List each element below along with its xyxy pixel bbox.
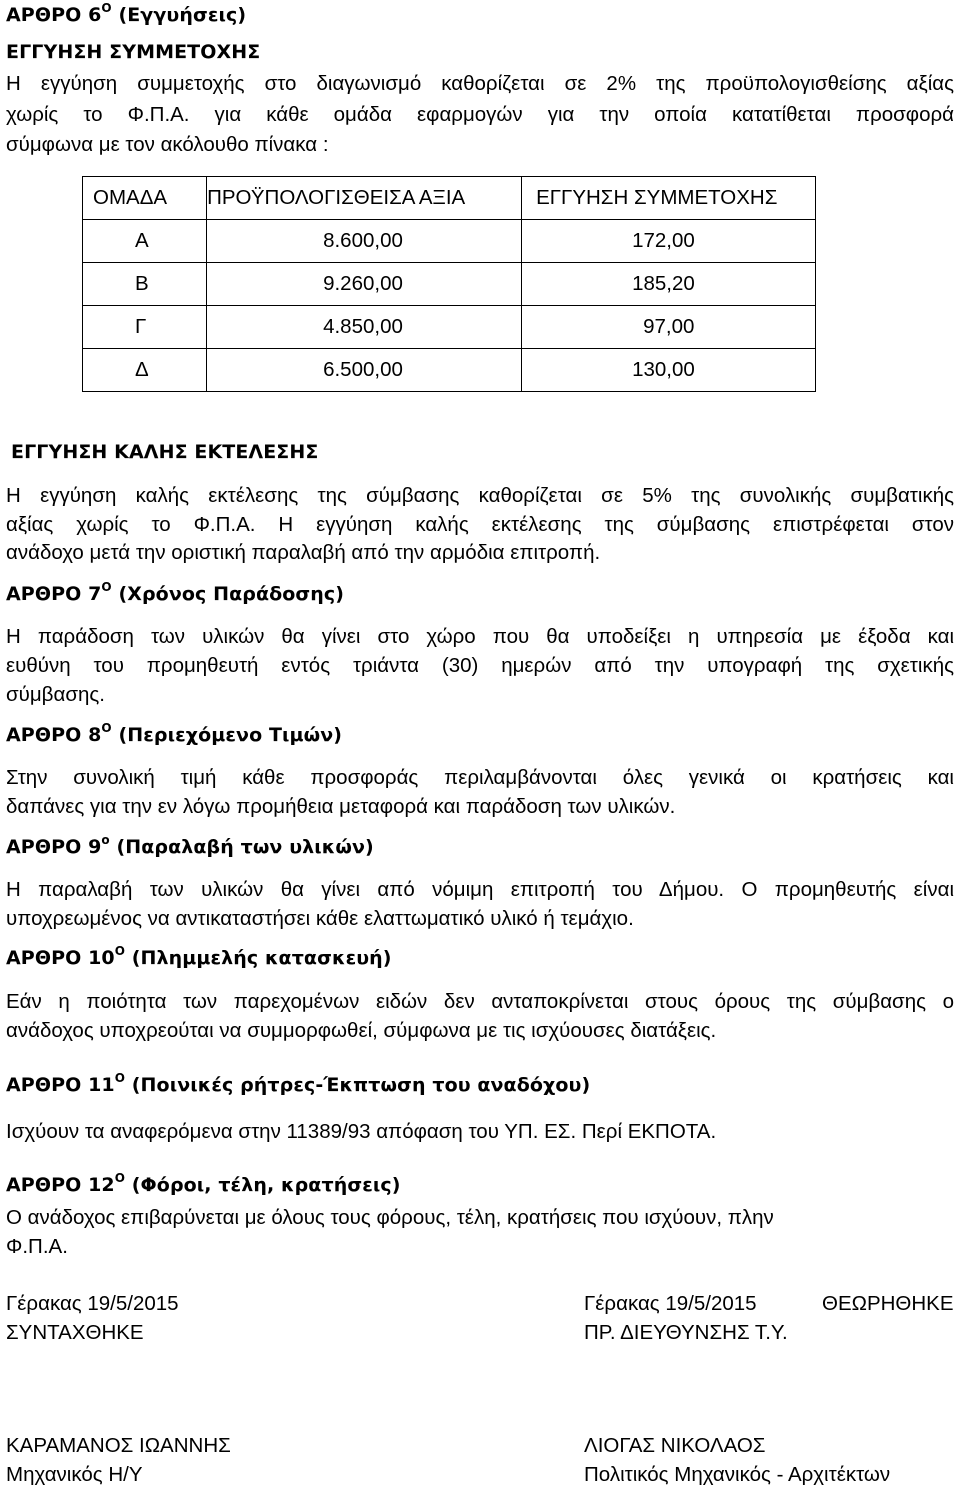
table-cell-value: 6.500,00 bbox=[207, 349, 522, 392]
article-6-heading: ΑΡΘΡΟ $6^O$ (Εγγυήσεις) bbox=[6, 1, 247, 26]
paragraph-line: σύμφωνα με τον ακόλουθο πίνακα : bbox=[6, 133, 329, 156]
table-header-cell: ΕΓΓΥΗΣΗ ΣΥΜΜΕΤΟΧΗΣ bbox=[522, 177, 816, 220]
right-title: ΠΡ. ΔΙΕΥΘΥΝΣΗΣ Τ.Υ. bbox=[584, 1321, 788, 1344]
table-header-cell: ΠΡΟΫΠΟΛΟΓΙΣΘΕΙΣΑ ΑΞΙΑ bbox=[207, 177, 522, 220]
paragraph-line: Η παράδοση των υλικών θα γίνει στο χώρο που θα υποδείξει η υπηρεσία με έξοδα και bbox=[6, 625, 954, 648]
paragraph-line: Στην συνολική τιμή κάθε προσφοράς περιλαμβάνονται όλες γενικά οι κρατήσεις και bbox=[6, 766, 954, 789]
article-11-heading: ΑΡΘΡΟ $11^O$ (Ποινικές ρήτρες-Έκπτωση του αναδόχου) bbox=[6, 1071, 591, 1096]
table-cell-guarantee: 172,00 bbox=[522, 220, 816, 263]
table-cell-value: 4.850,00 bbox=[207, 306, 522, 349]
table-row bbox=[83, 263, 816, 306]
right-place-date: Γέρακας 19/5/2015 bbox=[584, 1292, 757, 1315]
paragraph-line: Η παραλαβή των υλικών θα γίνει από νόμιμη επιτροπή του Δήμου. Ο προμηθευτής είναι bbox=[6, 878, 954, 901]
paragraph-line: ανάδοχο μετά την οριστική παραλαβή από την αρμόδια επιτροπή. bbox=[6, 541, 601, 564]
paragraph-line: δαπάνες για την εν λόγω προμήθεια μεταφορά και παράδοση των υλικών. bbox=[6, 795, 676, 818]
table-cell-group: Α bbox=[83, 220, 207, 263]
paragraph-line: Φ.Π.Α. bbox=[6, 1235, 68, 1258]
paragraph-line: χωρίς το Φ.Π.Α. για κάθε ομάδα εφαρμογών για την οποία κατατίθεται προσφορά bbox=[6, 103, 954, 126]
paragraph-line: ανάδοχος υποχρεούται να συμμορφωθεί, σύμφωνα με τις ισχύουσες διατάξεις. bbox=[6, 1019, 717, 1042]
table-header-row bbox=[83, 177, 816, 220]
left-place-date: Γέρακας 19/5/2015 bbox=[6, 1292, 179, 1315]
table-cell-group: Γ bbox=[83, 306, 207, 349]
left-status: ΣΥΝΤΑΧΘΗΚΕ bbox=[6, 1321, 144, 1344]
table-cell-guarantee: 185,20 bbox=[522, 263, 816, 306]
paragraph-line: αξίας χωρίς το Φ.Π.Α. Η εγγύηση καλής εκτέλεσης της σύμβασης επιστρέφεται στον bbox=[6, 513, 954, 536]
table-cell-guarantee: 97,00 bbox=[522, 306, 816, 349]
table-cell-guarantee: 130,00 bbox=[522, 349, 816, 392]
table-row bbox=[83, 349, 816, 392]
article-10-heading: ΑΡΘΡΟ $10^O$ (Πλημμελής κατασκευή) bbox=[6, 944, 392, 969]
paragraph-line: Ισχύουν τα αναφερόμενα στην 11389/93 απόφαση του ΥΠ. ΕΣ. Περί ΕΚΠΟΤΑ. bbox=[6, 1120, 717, 1143]
right-signatory-name: ΛΙΟΓΑΣ ΝΙΚΟΛΑΟΣ bbox=[584, 1434, 766, 1457]
table-header-cell: ΟΜΑΔΑ bbox=[83, 177, 207, 220]
article-7-heading: ΑΡΘΡΟ $7^O$ (Χρόνος Παράδοσης) bbox=[6, 580, 345, 605]
paragraph-line: Ο ανάδοχος επιβαρύνεται με όλους τους φόρους, τέλη, κρατήσεις που ισχύουν, πλην bbox=[6, 1206, 774, 1229]
paragraph-line: ευθύνη του προμηθευτή εντός τριάντα (30) ημερών από την υπογραφή της σχετικής bbox=[6, 654, 954, 677]
right-signatory-role: Πολιτικός Μηχανικός - Αρχιτέκτων bbox=[584, 1463, 891, 1486]
paragraph-line: υποχρεωμένος να αντικαταστήσει κάθε ελαττωματικό υλικό ή τεμάχιο. bbox=[6, 907, 634, 930]
table-cell-value: 8.600,00 bbox=[207, 220, 522, 263]
paragraph-line: Εάν η ποιότητα των παρεχομένων ειδών δεν ανταποκρίνεται στους όρους της σύμβασης ο bbox=[6, 990, 954, 1013]
article-12-heading: ΑΡΘΡΟ $12^O$ (Φόροι, τέλη, κρατήσεις) bbox=[6, 1171, 401, 1196]
left-signatory-name: ΚΑΡΑΜΑΝΟΣ ΙΩΑΝΝΗΣ bbox=[6, 1434, 231, 1457]
table-cell-group: Β bbox=[83, 263, 207, 306]
article-9-heading: ΑΡΘΡΟ $9^o$ (Παραλαβή των υλικών) bbox=[6, 833, 374, 858]
guarantee-table bbox=[82, 176, 816, 392]
table-row bbox=[83, 220, 816, 263]
paragraph-line: Η εγγύηση συμμετοχής στο διαγωνισμό καθορίζεται σε 2% της προϋπολογισθείσης αξίας bbox=[6, 72, 954, 95]
participation-guarantee-heading: ΕΓΓΥΗΣΗ ΣΥΜΜΕΤΟΧΗΣ bbox=[6, 41, 261, 63]
article-8-heading: ΑΡΘΡΟ $8^O$ (Περιεχόμενο Τιμών) bbox=[6, 721, 343, 746]
table-cell-group: Δ bbox=[83, 349, 207, 392]
table-row bbox=[83, 306, 816, 349]
paragraph-line: σύμβασης. bbox=[6, 683, 105, 706]
paragraph-line: Η εγγύηση καλής εκτέλεσης της σύμβασης καθορίζεται σε 5% της συνολικής συμβατικής bbox=[6, 484, 954, 507]
table-cell-value: 9.260,00 bbox=[207, 263, 522, 306]
right-status: ΘΕΩΡΗΘΗΚΕ bbox=[822, 1292, 954, 1315]
good-performance-heading: ΕΓΓΥΗΣΗ ΚΑΛΗΣ ΕΚΤΕΛΕΣΗΣ bbox=[11, 441, 319, 463]
left-signatory-role: Μηχανικός Η/Υ bbox=[6, 1463, 143, 1486]
